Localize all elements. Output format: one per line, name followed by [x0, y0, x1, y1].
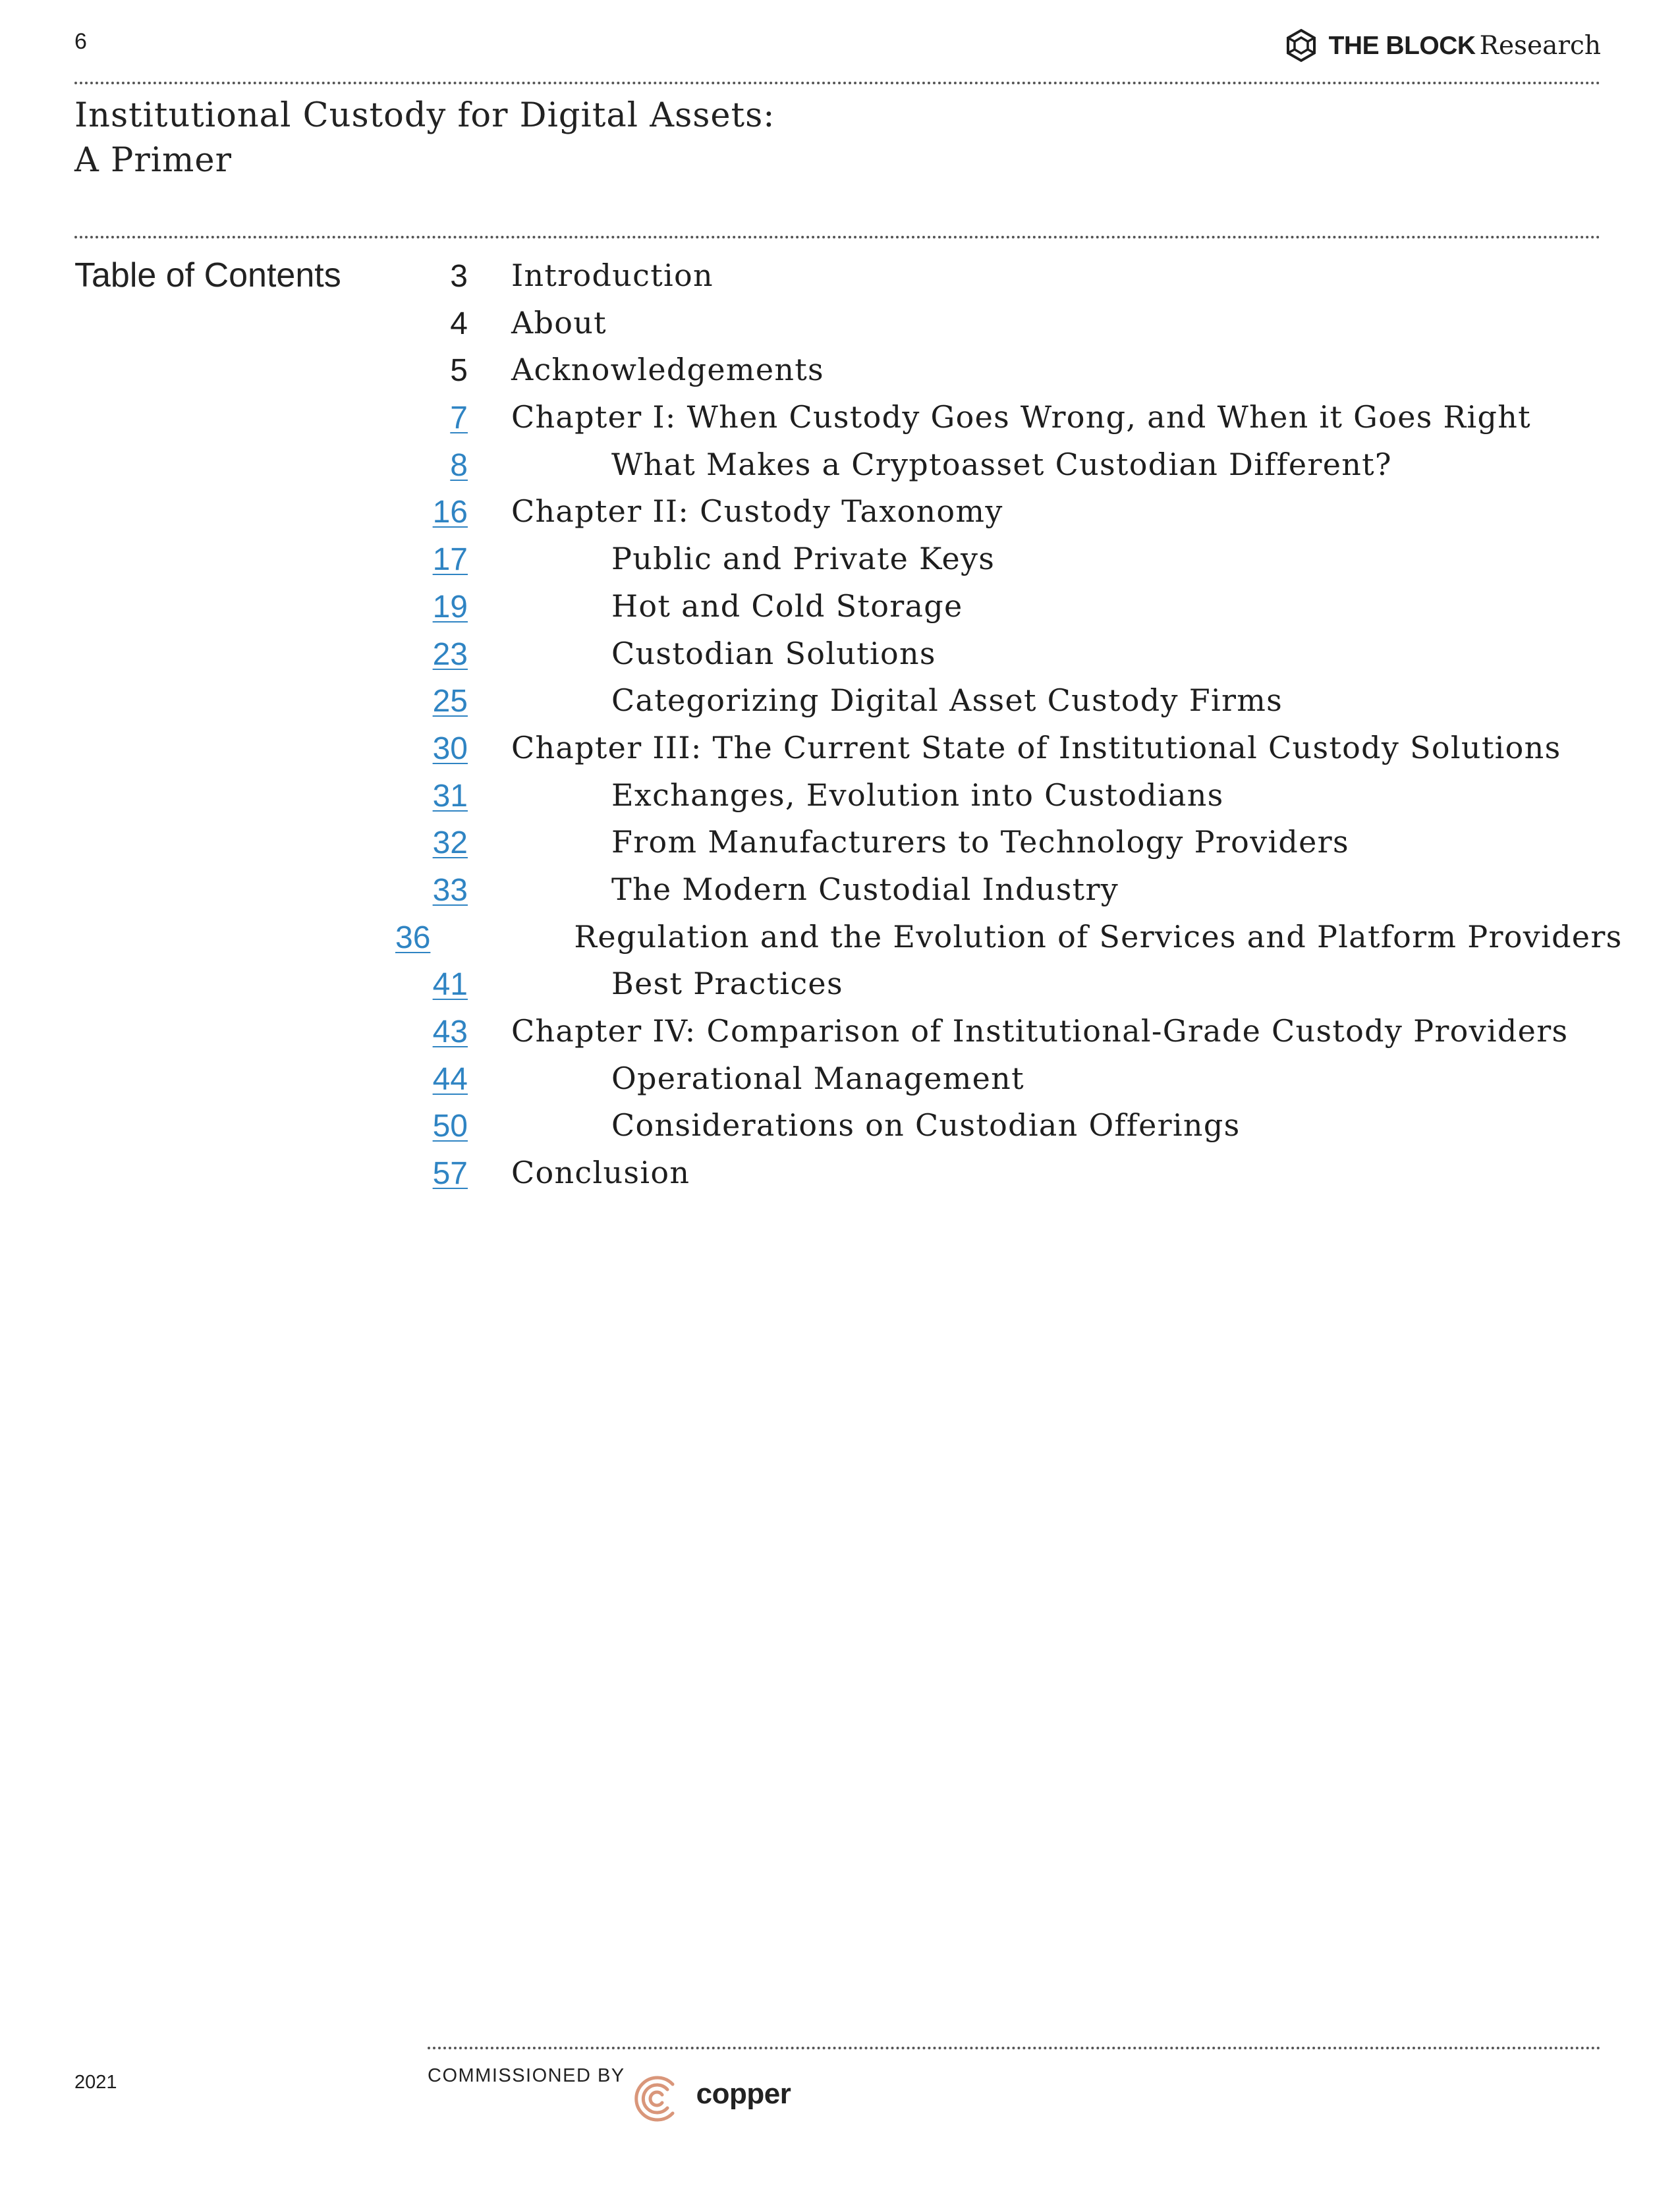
toc-entry[interactable]	[395, 917, 1623, 964]
toc-list	[395, 256, 1623, 1200]
toc-section-title: About	[511, 304, 607, 341]
toc-subsection-title: Hot and Cold Storage	[611, 588, 963, 624]
toc-section-title: Conclusion	[511, 1155, 690, 1191]
toc-page-link[interactable]: 33	[432, 872, 468, 908]
toc-entry[interactable]	[395, 728, 1614, 775]
toc-entry[interactable]	[395, 445, 1614, 492]
toc-subsection-title: Public and Private Keys	[611, 541, 995, 577]
toc-entry[interactable]	[395, 397, 1614, 445]
document-title	[74, 94, 775, 183]
toc-page-link[interactable]: 25	[432, 684, 468, 719]
page-number: 6	[74, 29, 87, 54]
toc-section-title: Acknowledgements	[511, 352, 824, 388]
sponsor-name: copper	[696, 2078, 791, 2110]
toc-entry[interactable]	[395, 1153, 1614, 1200]
toc-subsection-title: Considerations on Custodian Offerings	[611, 1107, 1241, 1144]
toc-entry[interactable]	[395, 1105, 1614, 1153]
document-title-line-2: A Primer	[74, 141, 232, 180]
commissioned-label: COMMISSIONED BY	[428, 2065, 625, 2086]
toc-page-link[interactable]: 44	[432, 1061, 468, 1097]
toc-section-title: Introduction	[511, 258, 714, 293]
toc-subsection-title: The Modern Custodial Industry	[611, 871, 1119, 907]
toc-page-number: 5	[450, 353, 468, 389]
toc-page-link[interactable]: 32	[432, 825, 468, 861]
hexagon-cube-icon	[1284, 28, 1318, 63]
toc-section-title: Chapter IV: Comparison of Institutional-Grade Custody Providers	[511, 1013, 1569, 1049]
toc-page-link[interactable]: 43	[432, 1014, 468, 1049]
toc-entry	[395, 350, 1614, 397]
brand-name: THE BLOCK	[1328, 31, 1476, 60]
toc-entry[interactable]	[395, 539, 1614, 586]
toc-entry[interactable]	[395, 634, 1614, 681]
toc-page-link[interactable]: 19	[432, 589, 468, 624]
toc-page-link[interactable]: 16	[432, 495, 468, 530]
toc-entry	[395, 256, 1614, 303]
toc-entry[interactable]	[395, 870, 1614, 917]
toc-subsection-title: Exchanges, Evolution into Custodians	[611, 777, 1224, 813]
toc-entry	[395, 303, 1614, 350]
toc-page-link[interactable]: 41	[432, 967, 468, 1003]
toc-page-link[interactable]: 31	[432, 778, 468, 814]
toc-entry[interactable]	[395, 1059, 1614, 1106]
toc-subsection-title: Custodian Solutions	[611, 635, 936, 671]
toc-page-link[interactable]: 50	[432, 1109, 468, 1144]
toc-entry[interactable]	[395, 1011, 1614, 1059]
toc-section-title: Chapter III: The Current State of Institutional Custody Solutions	[511, 729, 1561, 765]
toc-page-number: 4	[450, 306, 468, 341]
toc-page-link[interactable]: 23	[432, 636, 468, 672]
toc-page-link[interactable]: 7	[450, 401, 468, 436]
toc-page-link[interactable]: 8	[450, 447, 468, 483]
copper-c-logo-icon	[629, 2071, 685, 2126]
toc-entry[interactable]	[395, 586, 1614, 634]
document-title-line-1: Institutional Custody for Digital Assets:	[74, 96, 775, 135]
brand-logo	[1284, 26, 1601, 65]
toc-subsection-title: What Makes a Cryptoasset Custodian Different?	[611, 446, 1392, 482]
header-divider	[74, 82, 1601, 84]
toc-subsection-title: From Manufacturers to Technology Providers	[611, 824, 1349, 860]
toc-entry[interactable]	[395, 964, 1614, 1011]
toc-section-title: Chapter II: Custody Taxonomy	[511, 493, 1003, 530]
toc-subsection-title: Categorizing Digital Asset Custody Firms	[611, 682, 1283, 719]
toc-subsection-title: Operational Management	[611, 1060, 1024, 1096]
toc-subsection-title: Best Practices	[611, 966, 843, 1002]
toc-page-link[interactable]: 17	[432, 542, 468, 578]
brand-suffix: Research	[1479, 30, 1601, 61]
toc-page-link[interactable]: 30	[432, 731, 468, 766]
commissioned-by	[428, 2061, 791, 2126]
footer-year: 2021	[74, 2072, 117, 2093]
toc-entry[interactable]	[395, 775, 1614, 823]
toc-page-link[interactable]: 36	[395, 920, 431, 955]
toc-page-link[interactable]: 57	[432, 1156, 468, 1192]
toc-heading: Table of Contents	[74, 256, 341, 294]
toc-subsection-title: Regulation and the Evolution of Services and Platform Providers	[574, 918, 1623, 955]
toc-section-title: Chapter I: When Custody Goes Wrong, and When it Goes Right	[511, 399, 1531, 435]
toc-entry[interactable]	[395, 680, 1614, 728]
toc-entry[interactable]	[395, 822, 1614, 870]
toc-divider	[74, 236, 1601, 238]
toc-page-number: 3	[450, 259, 468, 294]
footer-divider	[428, 2047, 1601, 2049]
toc-entry[interactable]	[395, 491, 1614, 539]
